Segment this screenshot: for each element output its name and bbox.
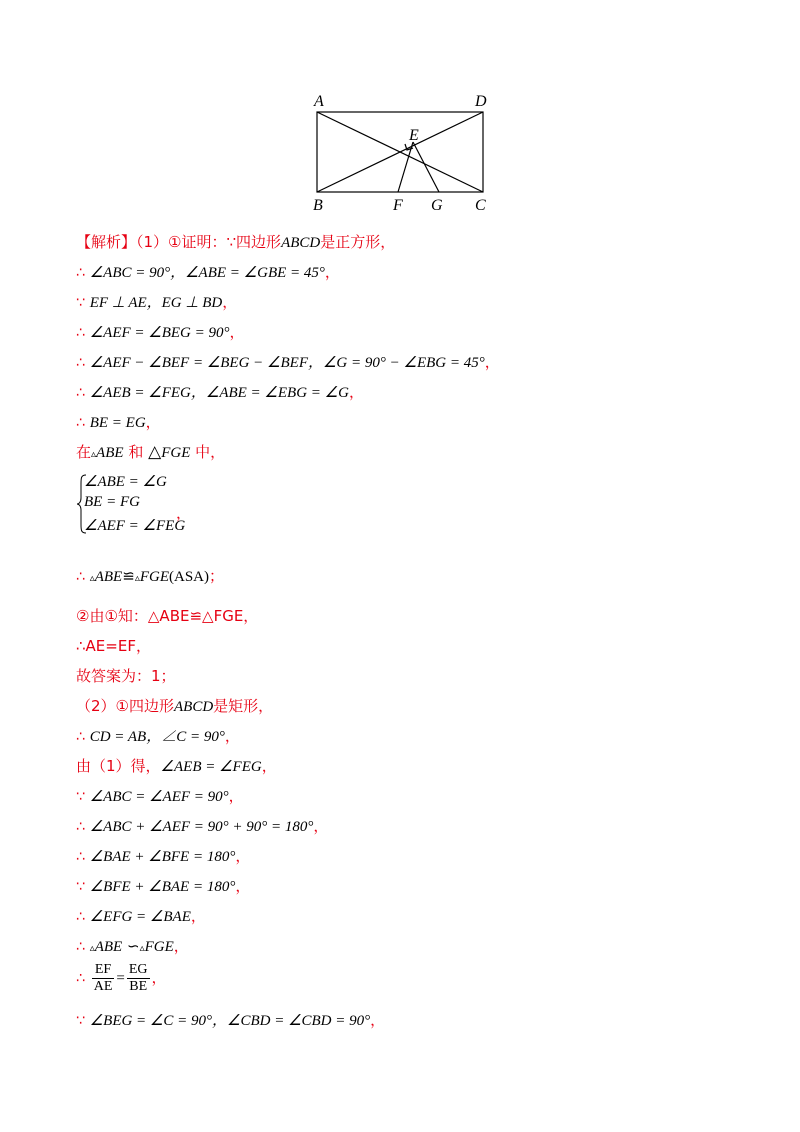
analysis-heading: 【解析】（1）①证明： — [76, 233, 227, 251]
punct: ， — [313, 817, 329, 835]
math: ∠ABC = ∠AEF = 90° — [89, 789, 229, 805]
solution-line-3 — [76, 292, 237, 313]
solution-line-7 — [76, 412, 161, 433]
math: FGE — [144, 939, 174, 955]
therefore-symbol: ∴ — [76, 729, 85, 745]
therefore-symbol: ∴ — [76, 355, 85, 371]
solution-line-4 — [76, 322, 245, 343]
punct: ， — [173, 937, 189, 955]
math: BE = EG — [89, 415, 146, 431]
punct: ， — [228, 787, 244, 805]
solution-line-22 — [76, 962, 167, 995]
because-symbol: ∵ — [76, 789, 85, 805]
solution-line-1 — [76, 232, 395, 253]
math: ∠EFG = ∠BAE — [89, 909, 191, 925]
because-symbol: ∵ — [76, 879, 85, 895]
triangle-icon: △ — [148, 442, 162, 461]
therefore-symbol: ∴ — [76, 970, 85, 987]
punct: ， — [348, 383, 364, 401]
math: ABCD — [281, 235, 321, 251]
math: ∠AEF = ∠BEG = 90° — [89, 325, 230, 341]
math: FGE — [139, 569, 170, 585]
denominator: BE — [129, 979, 148, 994]
solution-line-8 — [76, 442, 225, 465]
label-a: A — [314, 93, 324, 110]
math: ∠AEF − ∠BEF = ∠BEG − ∠BEF，∠G = 90° − ∠EBG = 45° — [89, 355, 485, 371]
punct: ， — [235, 877, 251, 895]
punct: ， — [224, 727, 240, 745]
system-punct — [176, 502, 191, 523]
triangle-icon: ▵ — [89, 573, 95, 584]
asa-label: (ASA) — [169, 569, 210, 585]
solution-line-12: 故答案为：1； — [76, 667, 176, 685]
solution-line-13 — [76, 696, 273, 717]
math: ABCD — [174, 699, 214, 715]
because-symbol: ∵ — [76, 1013, 85, 1029]
triangle-icon: ▵ — [91, 449, 97, 460]
segment-eg — [413, 142, 439, 192]
system-eq-3: ∠AEF = ∠FEG — [84, 518, 186, 534]
rectangle-diagram — [305, 92, 505, 214]
solution-line-5 — [76, 352, 500, 373]
math: ∠ABC + ∠AEF = 90° + 90° = 180° — [89, 819, 314, 835]
solution-line-2 — [76, 262, 340, 283]
solution-line-17 — [76, 816, 328, 837]
fraction-ef-ae — [92, 962, 115, 995]
text: （2）①四边形 — [76, 697, 174, 715]
math: CD = AB，∠C = 90° — [89, 729, 225, 745]
punct: ， — [176, 504, 192, 522]
therefore-symbol: ∴ — [76, 325, 85, 341]
solution-line-6 — [76, 382, 364, 403]
fraction-eg-be — [127, 962, 150, 995]
math: ABE — [94, 569, 123, 585]
punct: ； — [209, 567, 225, 585]
math: FGE — [161, 445, 191, 461]
system-eq-2: BE = FG — [84, 494, 140, 510]
punct: ， — [229, 323, 245, 341]
punct: ， — [151, 968, 167, 987]
solution-line-14 — [76, 726, 240, 747]
math: ∠BAE + ∠BFE = 180° — [89, 849, 236, 865]
therefore-symbol: ∴ — [76, 819, 85, 835]
solution-line-19 — [76, 876, 250, 897]
math: ABE — [96, 445, 124, 461]
congruent-symbol: ≌ — [122, 569, 135, 585]
solution-line-16 — [76, 786, 244, 807]
numerator: EF — [92, 962, 115, 979]
solution-line-11: ∴AE=EF， — [76, 637, 151, 655]
numerator: EG — [128, 962, 148, 977]
therefore-symbol: ∴ — [76, 385, 85, 401]
text: 和 — [128, 443, 144, 461]
punct: ， — [324, 263, 340, 281]
text: 在 — [76, 443, 92, 461]
punct: ， — [370, 1011, 386, 1029]
therefore-symbol: ∴ — [76, 265, 85, 281]
solution-line-20 — [76, 906, 206, 927]
therefore-symbol: ∴ — [76, 939, 85, 955]
math: ∠BEG = ∠C = 90°，∠CBD = ∠CBD = 90° — [89, 1013, 371, 1029]
text: 是矩形， — [213, 697, 274, 715]
punct: ， — [484, 353, 500, 371]
math: ∠BFE + ∠BAE = 180° — [89, 879, 236, 895]
punct: ， — [222, 293, 238, 311]
equals: = — [116, 970, 125, 987]
solution-line-10: ②由①知：△ABE≌△FGE， — [76, 607, 259, 625]
solution-line-18 — [76, 846, 250, 867]
label-c: C — [475, 197, 486, 214]
solution-line-15 — [76, 756, 277, 777]
because-symbol: ∵ — [76, 295, 85, 311]
math: ∠AEB = ∠FEG — [160, 759, 262, 775]
text: 由（1）得， — [76, 757, 161, 775]
text: 中， — [195, 443, 226, 461]
solution-line-21 — [76, 936, 189, 959]
denominator: AE — [93, 979, 113, 994]
math: ABE — [94, 939, 123, 955]
punct: ， — [145, 413, 161, 431]
triangle-icon: ▵ — [134, 573, 140, 584]
solution-line-9 — [76, 566, 224, 589]
therefore-symbol: ∴ — [76, 849, 85, 865]
punct: ， — [235, 847, 251, 865]
math: EF ⊥ AE，EG ⊥ BD — [89, 295, 223, 311]
label-b: B — [313, 197, 323, 214]
geometry-figure — [305, 92, 505, 214]
therefore-symbol: ∴ — [76, 415, 85, 431]
label-d: D — [475, 93, 487, 110]
solution-line-23 — [76, 1010, 385, 1031]
label-f: F — [393, 197, 403, 214]
therefore-symbol: ∴ — [76, 909, 85, 925]
triangle-icon: ▵ — [89, 943, 95, 954]
therefore-symbol: ∴ — [76, 569, 85, 585]
label-e: E — [409, 127, 419, 144]
triangle-icon: ▵ — [139, 943, 145, 954]
system-eq-1: ∠ABE = ∠G — [84, 474, 167, 490]
punct: ， — [261, 757, 277, 775]
label-g: G — [431, 197, 443, 214]
math: ∠ABC = 90°，∠ABE = ∠GBE = 45° — [89, 265, 325, 281]
text: 四边形 — [236, 233, 282, 251]
math: ∠AEB = ∠FEG，∠ABE = ∠EBG = ∠G — [89, 385, 349, 401]
because-symbol: ∵ — [226, 233, 237, 251]
punct: ， — [190, 907, 206, 925]
text: 是正方形， — [320, 233, 396, 251]
similar-symbol: ∽ — [127, 939, 140, 955]
